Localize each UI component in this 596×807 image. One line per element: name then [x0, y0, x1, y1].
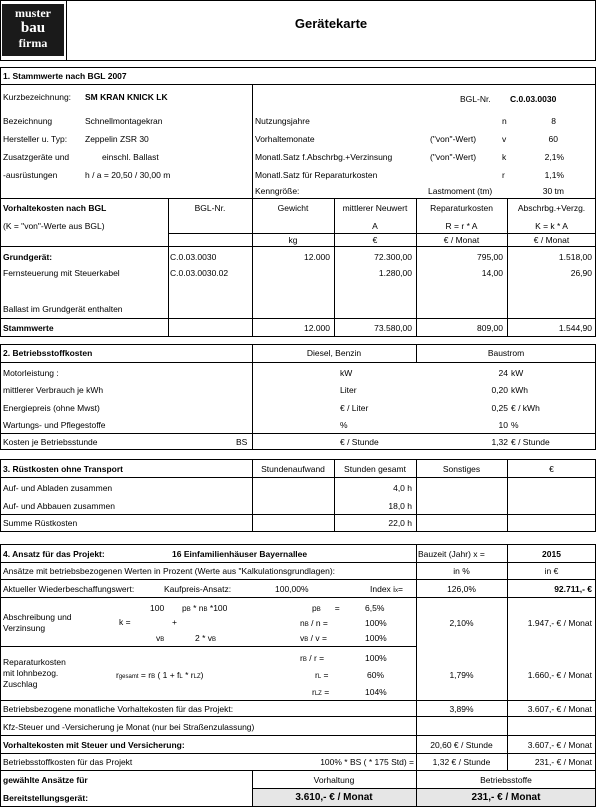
- param-value: 2,1%: [544, 152, 564, 162]
- formula-vb-sub: B: [160, 637, 165, 643]
- index-eur: 92.711,- €: [554, 584, 592, 594]
- col-header: BGL-Nr.: [194, 203, 226, 213]
- info-value: Schnellmontagekran: [85, 116, 163, 126]
- ab-label: Abschreibung und: [3, 612, 72, 622]
- ab-sym-sub: B: [304, 622, 309, 628]
- ab-sym-sub: B: [304, 637, 309, 643]
- rep-val: 104%: [365, 687, 387, 697]
- kurz-value: SM KRAN KNICK LK: [85, 92, 168, 102]
- col-unit: kg: [288, 235, 298, 245]
- row-value: 10: [498, 420, 508, 430]
- index-label: [370, 584, 403, 596]
- param-note: ("von"-Wert): [430, 152, 477, 162]
- cost-unit2: € / Stunde: [511, 437, 550, 447]
- col-unit: €: [372, 235, 378, 245]
- ruest-hours: 4,0 h: [393, 483, 412, 493]
- param-value: 1,1%: [544, 170, 564, 180]
- param-symbol: v: [502, 134, 507, 144]
- ab-eq: / n =: [308, 618, 328, 628]
- row-label: Energiepreis (ohne Mwst): [3, 403, 100, 413]
- grund-label: Grundgerät:: [3, 252, 53, 262]
- rep-sym-sub: LZ: [314, 691, 322, 697]
- stamm-label: Stammwerte: [3, 323, 54, 333]
- param-label: Vorhaltemonate: [255, 134, 315, 144]
- col-formula: A: [372, 221, 378, 231]
- ab-eq: / v =: [308, 633, 327, 643]
- cell-repair: 795,00: [477, 252, 503, 262]
- cell-bgl: C.0.03.0030: [170, 252, 217, 262]
- cost-bs: BS: [236, 437, 248, 447]
- index-sub: x: [395, 588, 399, 594]
- company-logo: [2, 4, 64, 56]
- ab-sym: p: [312, 603, 317, 613]
- vk-subtitle: (K = "von"-Werte aus BGL): [3, 221, 105, 231]
- section3-title: 3. Rüstkosten ohne Transport: [3, 464, 123, 474]
- col-formula: K = k * A: [535, 221, 568, 231]
- stamm-weight: 12.000: [304, 323, 330, 333]
- bauzeit-value: 2015: [542, 549, 561, 559]
- stamm-repair: 809,00: [477, 323, 503, 333]
- col-pct: in %: [453, 566, 470, 576]
- bauzeit-label: Bauzeit (Jahr) x =: [418, 549, 485, 559]
- betr-pct: 3,89%: [449, 704, 474, 714]
- logo-line-3: firma: [18, 36, 48, 50]
- rep-label: mit lohnbezog.: [3, 668, 59, 678]
- ruest-sum-label: Summe Rüstkosten: [3, 518, 78, 528]
- param-note: ("von"-Wert): [430, 134, 477, 144]
- col-header: Sonstiges: [442, 464, 481, 474]
- logo-line-2: bau: [20, 20, 46, 36]
- col-header: Stundenaufwand: [261, 464, 325, 474]
- kenn-value: 30 tm: [542, 186, 564, 196]
- rep-eq: =: [321, 670, 329, 680]
- row-label: Motorleistung :: [3, 368, 59, 378]
- formula-plus: +: [172, 617, 177, 627]
- ballast-note: Ballast im Grundgerät enthalten: [3, 304, 123, 314]
- row-value: 24: [498, 368, 508, 378]
- rep-val: 100%: [365, 653, 387, 663]
- info-value: Zeppelin ZSR 30: [85, 134, 149, 144]
- kenn-label: Kenngröße:: [255, 186, 300, 196]
- bs-label: Betriebsstoffkosten für das Projekt: [3, 757, 133, 767]
- gew-label1: gewählte Ansätze für: [3, 775, 88, 785]
- ab-eq: =: [334, 603, 340, 613]
- vk-title: Vorhaltekosten nach BGL: [3, 203, 107, 213]
- vk-total-pct: 20,60 € / Stunde: [430, 740, 493, 750]
- rep-label: Reparaturkosten: [3, 657, 66, 667]
- rep-f-d: * r: [182, 670, 194, 680]
- ansatz-note: Ansätze mit betriebsbezogenen Werten in Prozent (Werte aus "Kalkulationsgrundlagen):: [3, 566, 336, 576]
- betr-eur: 3.607,- € / Monat: [527, 704, 592, 714]
- kfz-label: Kfz-Steuer und -Versicherung je Monat (nur bei Straßenzulassung): [3, 722, 255, 732]
- rep-f-b: = r: [138, 670, 152, 680]
- param-label: Nutzungsjahre: [255, 116, 310, 126]
- rep-eur: 1.660,- € / Monat: [527, 670, 592, 680]
- ruest-label: Auf- und Abbauen zusammen: [3, 501, 115, 511]
- bgl-value: C.0.03.0030: [510, 94, 557, 104]
- vk-total-eur: 3.607,- € / Monat: [527, 740, 592, 750]
- param-label: Monatl.Satz für Reparaturkosten: [255, 170, 378, 180]
- col-diesel: Diesel, Benzin: [306, 348, 362, 358]
- col-header: Gewicht: [277, 203, 309, 213]
- stamm-depr: 1.544,90: [558, 323, 592, 333]
- cell-depr: 26,90: [570, 268, 592, 278]
- col-unit: € / Monat: [443, 235, 480, 245]
- ab-sym: v: [300, 633, 305, 643]
- ab-pct: 2,10%: [449, 618, 474, 628]
- info-label: Hersteller u. Typ:: [3, 134, 68, 144]
- kurz-label: Kurzbezeichnung:: [3, 92, 72, 102]
- ab-sym-sub: B: [316, 607, 321, 613]
- ruest-sum: 22,0 h: [388, 518, 412, 528]
- ruest-label: Auf- und Abladen zusammen: [3, 483, 113, 493]
- info-label: Bezeichnung: [3, 116, 53, 126]
- rep-formula: [116, 670, 204, 682]
- col-header: Stunden gesamt: [344, 464, 406, 474]
- formula-pb-sub: B: [186, 607, 191, 613]
- row-unit: € / Liter: [340, 403, 369, 413]
- rep-f-sub3: L: [179, 674, 183, 680]
- rep-f-sub4: LZ: [193, 674, 201, 680]
- final-vorh-value: 3.610,- € / Monat: [295, 792, 373, 803]
- page-title: Gerätekarte: [294, 16, 368, 31]
- cell-depr: 1.518,00: [558, 252, 592, 262]
- formula-100: 100: [150, 603, 165, 613]
- bs-eur: 231,- € / Monat: [534, 757, 592, 767]
- kenn-name: Lastmoment (tm): [428, 186, 493, 196]
- formula-2vb-sub: B: [212, 637, 217, 643]
- col-header: Abschrbg.+Verzg.: [517, 203, 586, 213]
- logo-line-1: muster: [15, 6, 51, 20]
- rep-pct: 1,79%: [449, 670, 474, 680]
- param-value: 8: [551, 116, 556, 126]
- cell-weight: 12.000: [304, 252, 330, 262]
- cell-value: 1.280,00: [378, 268, 412, 278]
- col-header: €: [549, 464, 554, 474]
- rep-val: 60%: [367, 670, 385, 680]
- rep-eq: =: [321, 687, 330, 697]
- rep-f-c: ( 1 + f: [155, 670, 180, 680]
- rep-f-sub2: B: [151, 674, 156, 680]
- ruest-hours: 18,0 h: [388, 501, 412, 511]
- rep-sym: r: [300, 653, 303, 663]
- section1-title: 1. Stammwerte nach BGL 2007: [3, 71, 127, 81]
- kauf-value: 100,00%: [275, 584, 309, 594]
- param-symbol: k: [502, 152, 507, 162]
- formula-pb: p: [182, 603, 187, 613]
- col-formula: R = r * A: [445, 221, 478, 231]
- rep-sym: r: [315, 670, 318, 680]
- formula-nb-sub: B: [203, 607, 208, 613]
- bgl-label: BGL-Nr.: [460, 94, 491, 104]
- bs-pct: 1,32 € / Stunde: [432, 757, 491, 767]
- row-unit: kW: [340, 368, 353, 378]
- cost-label: Kosten je Betriebsstunde: [3, 437, 98, 447]
- final-bs-label: Betriebsstoffe: [480, 775, 532, 785]
- formula-100b: *100: [207, 603, 228, 613]
- final-bs-value: 231,- € / Monat: [471, 792, 541, 803]
- kauf-label: Kaufpreis-Ansatz:: [164, 584, 232, 594]
- formula-2vb: 2 * v: [195, 633, 213, 643]
- cost-value: 1,32: [491, 437, 508, 447]
- col-eur: in €: [544, 566, 559, 576]
- row-label: mittlerer Verbrauch je kWh: [3, 385, 104, 395]
- section4-title: 4. Ansatz für das Projekt:: [3, 549, 105, 559]
- ab-val: 6,5%: [365, 603, 385, 613]
- row-unit2: %: [511, 420, 519, 430]
- rep-f-sub: gesamt: [118, 674, 139, 680]
- cost-unit: € / Stunde: [340, 437, 379, 447]
- rep-f-a: r: [116, 670, 119, 680]
- betr-label: Betriebsbezogene monatliche Vorhaltekosten für das Projekt:: [3, 704, 234, 714]
- row-unit2: € / kWh: [511, 403, 540, 413]
- stamm-value: 73.580,00: [374, 323, 412, 333]
- rep-sym: r: [312, 687, 315, 697]
- cell-value: 72.300,00: [374, 252, 412, 262]
- ab-eur: 1.947,- € / Monat: [527, 618, 592, 628]
- final-vorh-label: Vorhaltung: [313, 775, 355, 785]
- col-unit: € / Monat: [533, 235, 570, 245]
- row-label: Wartungs- und Pflegestoffe: [3, 420, 106, 430]
- rep-sym-sub: L: [317, 674, 322, 680]
- col-header: Reparaturkosten: [430, 203, 493, 213]
- row-unit2: kWh: [511, 385, 528, 395]
- index-pct: 126,0%: [447, 584, 476, 594]
- ab-val: 100%: [365, 618, 387, 628]
- ab-label: Verzinsung: [3, 623, 46, 633]
- row-value: 0,20: [491, 385, 508, 395]
- param-symbol: r: [502, 170, 505, 180]
- param-symbol: n: [502, 116, 507, 126]
- col-header: mittlerer Neuwert: [342, 203, 408, 213]
- gew-label2: Bereitstellungsgerät:: [3, 793, 89, 803]
- cell-bgl: C.0.03.0030.02: [170, 268, 229, 278]
- ab-sym: n: [300, 618, 305, 628]
- section2-title: 2. Betriebsstoffkosten: [3, 348, 93, 358]
- param-label: Monatl.Satz f.Abschrbg.+Verzinsung: [255, 152, 393, 162]
- bs-formula: 100% * BS ( * 175 Std) =: [320, 757, 414, 767]
- ab-val: 100%: [365, 633, 387, 643]
- section-betriebsstoff: [0, 344, 596, 450]
- formula-nb: * n: [190, 603, 204, 613]
- project-name: 16 Einfamilienhäuser Bayernallee: [172, 549, 308, 559]
- row-unit: Liter: [340, 385, 357, 395]
- col-strom: Baustrom: [487, 348, 525, 358]
- info-label: -ausrüstungen: [3, 170, 58, 180]
- row-unit2: kW: [511, 368, 524, 378]
- cell-item: Fernsteuerung mit Steuerkabel: [3, 268, 120, 278]
- cell-repair: 14,00: [481, 268, 503, 278]
- info-label: Zusatzgeräte und: [3, 152, 70, 162]
- rep-label: Zuschlag: [3, 679, 38, 689]
- rep-sym-sub: B: [302, 657, 307, 663]
- row-unit: %: [340, 420, 348, 430]
- index-i: Index i: [370, 584, 396, 594]
- info-value: einschl. Ballast: [102, 152, 159, 162]
- formula-vb: v: [156, 633, 161, 643]
- param-value: 60: [548, 134, 558, 144]
- formula-k: k =: [119, 617, 131, 627]
- vk-total-label: Vorhaltekosten mit Steuer und Versicherung:: [3, 740, 185, 750]
- rep-eq: / r =: [306, 653, 325, 663]
- row-value: 0,25: [491, 403, 508, 413]
- info-value: h / a = 20,50 / 30,00 m: [85, 170, 171, 180]
- aktuell-label: Aktueller Wiederbeschaffungswert:: [3, 584, 135, 594]
- rep-f-e: ): [200, 670, 204, 680]
- index-eq: =: [398, 584, 404, 594]
